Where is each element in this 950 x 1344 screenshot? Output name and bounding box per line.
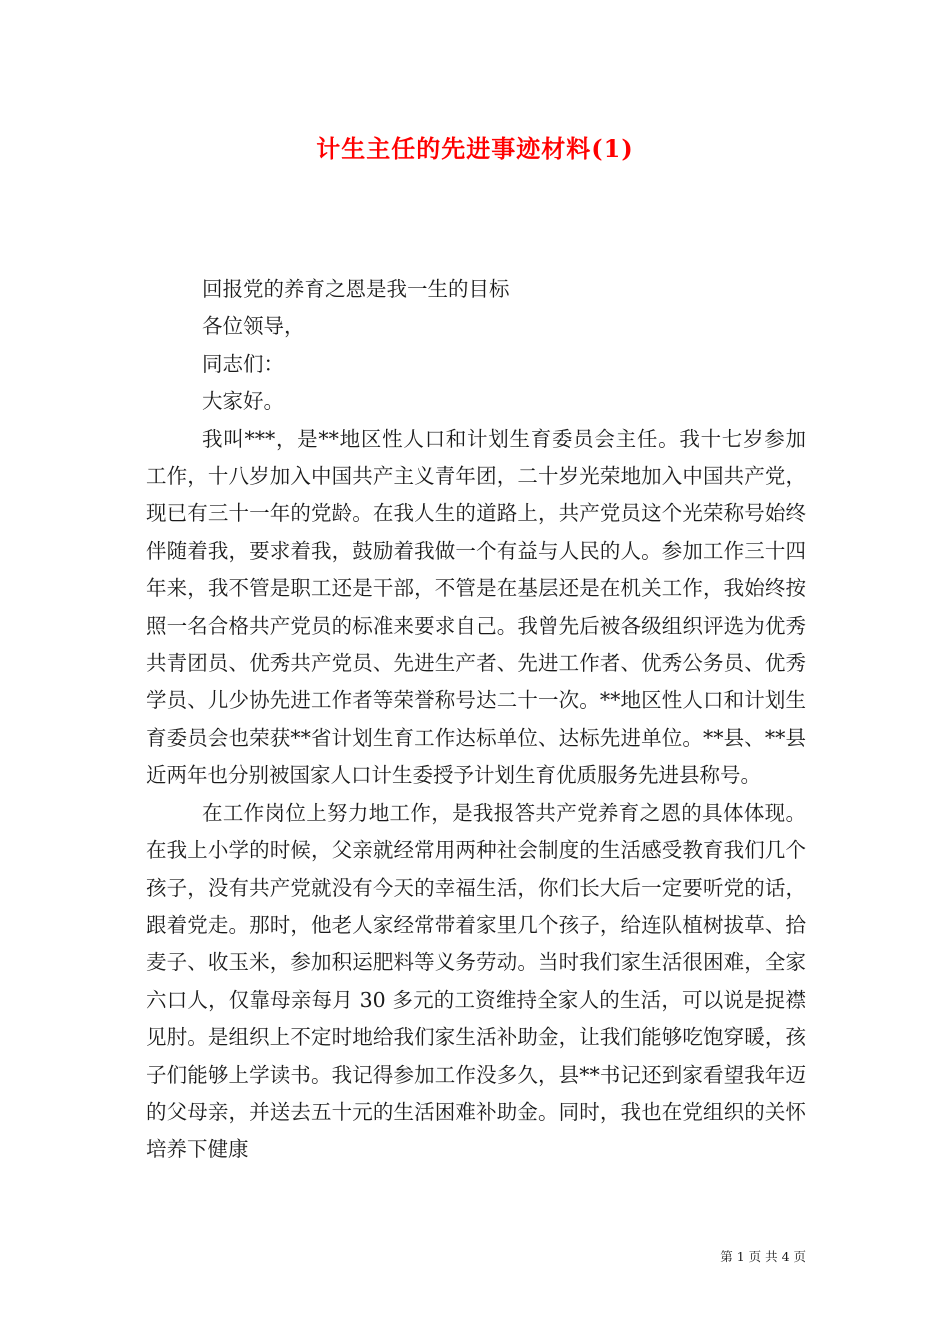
salutation-leaders: 各位领导， (202, 314, 305, 339)
paragraph-introduction: 我叫***，是**地区性人口和计划生育委员会主任。我十七岁参加工作，十八岁加入中国共产主义青年团，二十岁光荣地加入中国共产党，现已有三十一年的党龄。在我人生的道路上，共产党员这个光荣称号始终伴随着我，要求着我，鼓励着我做一个有益与人民的人。参加工作三十四年来，我不管是职工还是干部，不管是在基层还是在机关工作，我始终按照一名合格共产党员的标准来要求自己。我曾先后被各级组织评选为优秀共青团员、优秀共产党员、先进生产者、先进工作者、优秀公务员、优秀学员、儿少协先进工作者等荣誉称号达二十一次。**地区性人口和计划生育委员会也荣获**省计划生育工作达标单位、达标先进单位。**县、**县近两年也分别被国家人口计生委授予计划生育优质服务先进县称号。 (146, 426, 806, 788)
document-title: 计生主任的先进事迹材料(1) (316, 134, 634, 163)
page-number-footer: 第 1 页 共 4 页 (720, 1249, 806, 1264)
paragraph-work: 在工作岗位上努力地工作，是我报答共产党养育之恩的具体体现。在我上小学的时候，父亲就经常用两种社会制度的生活感受教育我们几个孩子，没有共产党就没有今天的幸福生活，你们长大后一定要听党的话，跟着党走。那时，他老人家经常带着家里几个孩子，给连队植树拔草、拾麦子、收玉米，参加积运肥料等义务劳动。当时我们家生活很困难，全家六口人，仅靠母亲每月 30 多元的工资维持全家人的生活，可以说是捉襟见肘。是组织上不定时地给我们家生活补助金，让我们能够吃饱穿暖，孩子们能够上学读书。我记得参加工作没多久，县**书记还到家看望我年迈的父母亲，并送去五十元的生活困难补助金。同时，我也在党组织的关怀培养下健康 (146, 800, 806, 1162)
document-body (146, 271, 806, 1169)
subtitle-line: 回报党的养育之恩是我一生的目标 (202, 277, 510, 301)
greeting-line: 大家好。 (202, 389, 284, 414)
salutation-comrades: 同志们： (202, 351, 284, 376)
